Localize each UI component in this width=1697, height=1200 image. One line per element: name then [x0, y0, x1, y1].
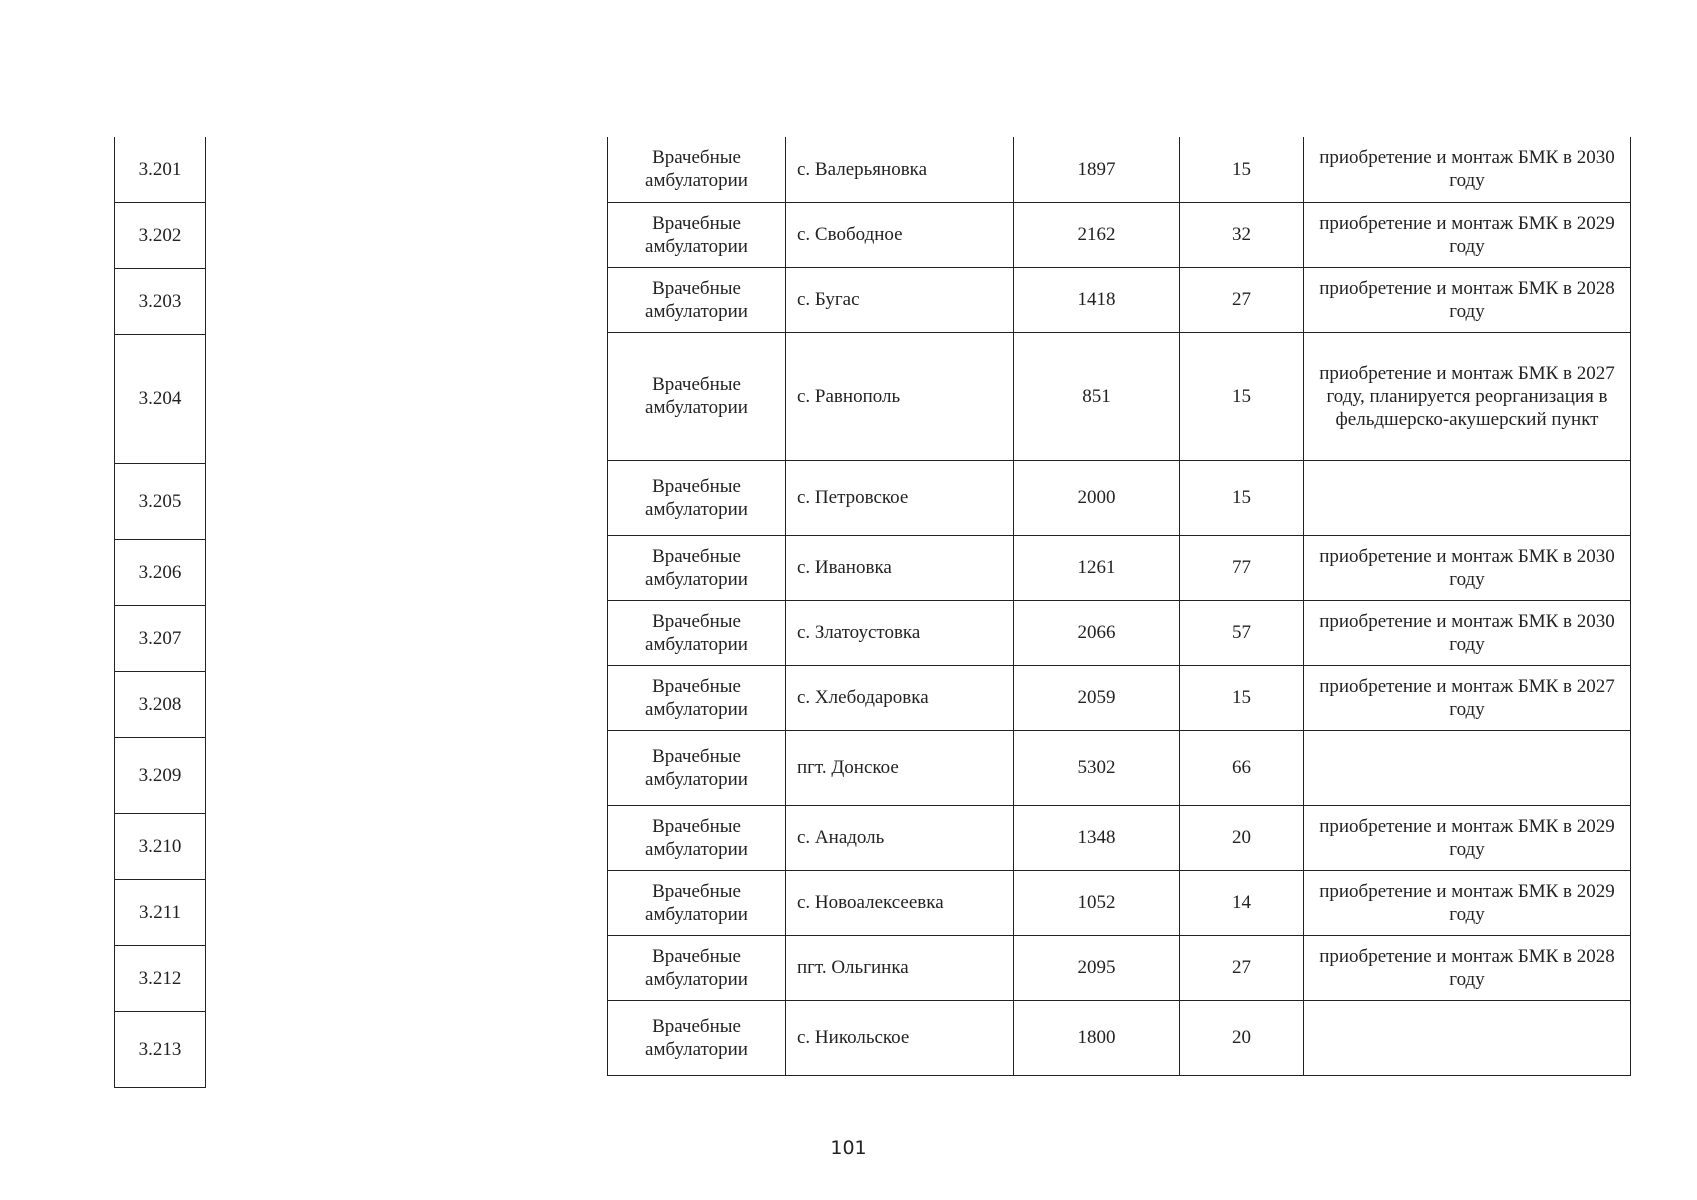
- page-number: 101: [830, 1137, 867, 1159]
- note-cell: приобретение и монтаж БМК в 2030 году: [1304, 535, 1631, 600]
- number-row: [115, 269, 206, 335]
- note-cell: приобретение и монтаж БМК в 2028 году: [1304, 935, 1631, 1000]
- number-row: [115, 946, 206, 1012]
- table-row: [608, 460, 1631, 535]
- facility-type-cell: Врачебные амбулатории: [608, 535, 786, 600]
- note-cell: [1304, 460, 1631, 535]
- row-number: 3.207: [115, 606, 206, 672]
- row-number: 3.203: [115, 269, 206, 335]
- count-cell: 15: [1180, 665, 1304, 730]
- row-number: 3.213: [115, 1012, 206, 1088]
- number-row: [115, 540, 206, 606]
- count-cell: 20: [1180, 805, 1304, 870]
- population-cell: 1261: [1014, 535, 1180, 600]
- population-cell: 1897: [1014, 137, 1180, 202]
- note-cell: приобретение и монтаж БМК в 2029 году: [1304, 202, 1631, 267]
- table-row: [608, 332, 1631, 460]
- facility-type-cell: Врачебные амбулатории: [608, 202, 786, 267]
- location-cell: с. Никольское: [786, 1000, 1014, 1075]
- number-row: [115, 880, 206, 946]
- table-row: [608, 935, 1631, 1000]
- count-cell: 15: [1180, 137, 1304, 202]
- location-cell: с. Новоалексеевка: [786, 870, 1014, 935]
- note-cell: приобретение и монтаж БМК в 2028 году: [1304, 267, 1631, 332]
- location-cell: с. Хлебодаровка: [786, 665, 1014, 730]
- count-cell: 27: [1180, 267, 1304, 332]
- population-cell: 2000: [1014, 460, 1180, 535]
- row-number: 3.208: [115, 672, 206, 738]
- count-cell: 77: [1180, 535, 1304, 600]
- table-row: [608, 137, 1631, 202]
- table-row: [608, 267, 1631, 332]
- population-cell: 1800: [1014, 1000, 1180, 1075]
- table-row: [608, 805, 1631, 870]
- location-cell: с. Петровское: [786, 460, 1014, 535]
- count-cell: 20: [1180, 1000, 1304, 1075]
- facility-type-cell: Врачебные амбулатории: [608, 137, 786, 202]
- row-number: 3.211: [115, 880, 206, 946]
- population-cell: 1052: [1014, 870, 1180, 935]
- number-row: [115, 738, 206, 814]
- row-number: 3.206: [115, 540, 206, 606]
- note-cell: приобретение и монтаж БМК в 2027 году, планируется реорганизация в фельдшерско-акушерский пункт: [1304, 332, 1631, 460]
- note-cell: приобретение и монтаж БМК в 2029 году: [1304, 870, 1631, 935]
- facility-type-cell: Врачебные амбулатории: [608, 1000, 786, 1075]
- population-cell: 2162: [1014, 202, 1180, 267]
- count-cell: 27: [1180, 935, 1304, 1000]
- table-row: [608, 730, 1631, 805]
- facility-type-cell: Врачебные амбулатории: [608, 600, 786, 665]
- facility-type-cell: Врачебные амбулатории: [608, 730, 786, 805]
- count-cell: 32: [1180, 202, 1304, 267]
- note-cell: приобретение и монтаж БМК в 2030 году: [1304, 137, 1631, 202]
- facility-type-cell: Врачебные амбулатории: [608, 267, 786, 332]
- note-cell: [1304, 1000, 1631, 1075]
- number-row: [115, 464, 206, 540]
- count-cell: 66: [1180, 730, 1304, 805]
- table-row: [608, 600, 1631, 665]
- population-cell: 1418: [1014, 267, 1180, 332]
- row-number: 3.205: [115, 464, 206, 540]
- population-cell: 5302: [1014, 730, 1180, 805]
- facilities-table: [607, 137, 1631, 1076]
- note-cell: приобретение и монтаж БМК в 2029 году: [1304, 805, 1631, 870]
- facility-type-cell: Врачебные амбулатории: [608, 935, 786, 1000]
- population-cell: 2066: [1014, 600, 1180, 665]
- row-number: 3.204: [115, 335, 206, 464]
- population-cell: 851: [1014, 332, 1180, 460]
- facility-type-cell: Врачебные амбулатории: [608, 870, 786, 935]
- facility-type-cell: Врачебные амбулатории: [608, 665, 786, 730]
- number-row: [115, 1012, 206, 1088]
- row-number: 3.212: [115, 946, 206, 1012]
- number-row: [115, 203, 206, 269]
- location-cell: с. Равнополь: [786, 332, 1014, 460]
- count-cell: 15: [1180, 332, 1304, 460]
- table-row: [608, 535, 1631, 600]
- location-cell: с. Свободное: [786, 202, 1014, 267]
- row-number: 3.209: [115, 738, 206, 814]
- location-cell: пгт. Донское: [786, 730, 1014, 805]
- population-cell: 1348: [1014, 805, 1180, 870]
- facility-type-cell: Врачебные амбулатории: [608, 805, 786, 870]
- number-row: [115, 672, 206, 738]
- facility-type-cell: Врачебные амбулатории: [608, 460, 786, 535]
- population-cell: 2095: [1014, 935, 1180, 1000]
- count-cell: 14: [1180, 870, 1304, 935]
- note-cell: [1304, 730, 1631, 805]
- number-row: [115, 137, 206, 203]
- number-row: [115, 814, 206, 880]
- row-number: 3.201: [115, 137, 206, 203]
- number-row: [115, 335, 206, 464]
- location-cell: с. Валерьяновка: [786, 137, 1014, 202]
- location-cell: пгт. Ольгинка: [786, 935, 1014, 1000]
- row-number: 3.202: [115, 203, 206, 269]
- location-cell: с. Ивановка: [786, 535, 1014, 600]
- note-cell: приобретение и монтаж БМК в 2030 году: [1304, 600, 1631, 665]
- population-cell: 2059: [1014, 665, 1180, 730]
- table-row: [608, 665, 1631, 730]
- facility-type-cell: Врачебные амбулатории: [608, 332, 786, 460]
- row-number: 3.210: [115, 814, 206, 880]
- note-cell: приобретение и монтаж БМК в 2027 году: [1304, 665, 1631, 730]
- number-row: [115, 606, 206, 672]
- table-row: [608, 870, 1631, 935]
- location-cell: с. Златоустовка: [786, 600, 1014, 665]
- table-row: [608, 202, 1631, 267]
- count-cell: 15: [1180, 460, 1304, 535]
- table-row: [608, 1000, 1631, 1075]
- count-cell: 57: [1180, 600, 1304, 665]
- location-cell: с. Бугас: [786, 267, 1014, 332]
- location-cell: с. Анадоль: [786, 805, 1014, 870]
- row-number-column: [114, 137, 206, 1088]
